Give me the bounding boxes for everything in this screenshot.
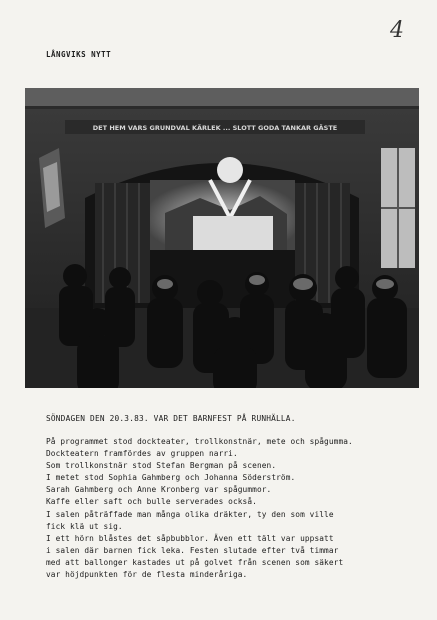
article-headline: SÖNDAGEN DEN 20.3.83. VAR DET BARNFEST PÅ RUNHÄLLA. <box>46 414 296 423</box>
banner-text: DET HEM VARS GRUNDVAL KÄRLEK ... SLOTT GODA TANKAR GÄSTE <box>92 124 338 132</box>
article-line: Dockteatern framfördes av gruppen narri. <box>46 449 238 459</box>
article-body <box>46 436 416 581</box>
article-line: I ett hörn blåstes det såpbubblor. Även ett tält var uppsatt <box>46 533 334 543</box>
article-line: I salen påträffade man många olika dräkter, ty den som ville <box>46 509 334 519</box>
page-number: 4 <box>390 18 404 43</box>
article-line: Sarah Gahmberg och Anne Kronberg var spågummor. <box>46 485 272 495</box>
article-line: med att ballonger kastades ut på golvet från scenen som säkert <box>46 557 344 567</box>
article-line: I metet stod Sophia Gahmberg och Johanna Söderström. <box>46 473 296 483</box>
article-line: fick klä ut sig. <box>46 521 123 531</box>
article-line: var höjdpunkten för de flesta minderåriga. <box>46 570 248 580</box>
article-line: Som trollkonstnär stod Stefan Bergman på scenen. <box>46 461 277 471</box>
photo-illustration <box>25 88 419 388</box>
event-photograph <box>25 88 419 388</box>
article-line: Kaffe eller saft och bulle serverades också. <box>46 497 257 507</box>
article-line: i salen där barnen fick leka. Festen slutade efter två timmar <box>46 545 339 555</box>
newsletter-title: LÅNGVIKS NYTT <box>46 50 112 59</box>
article-line: På programmet stod dockteater, trollkonstnär, mete och spågumma. <box>46 437 353 446</box>
